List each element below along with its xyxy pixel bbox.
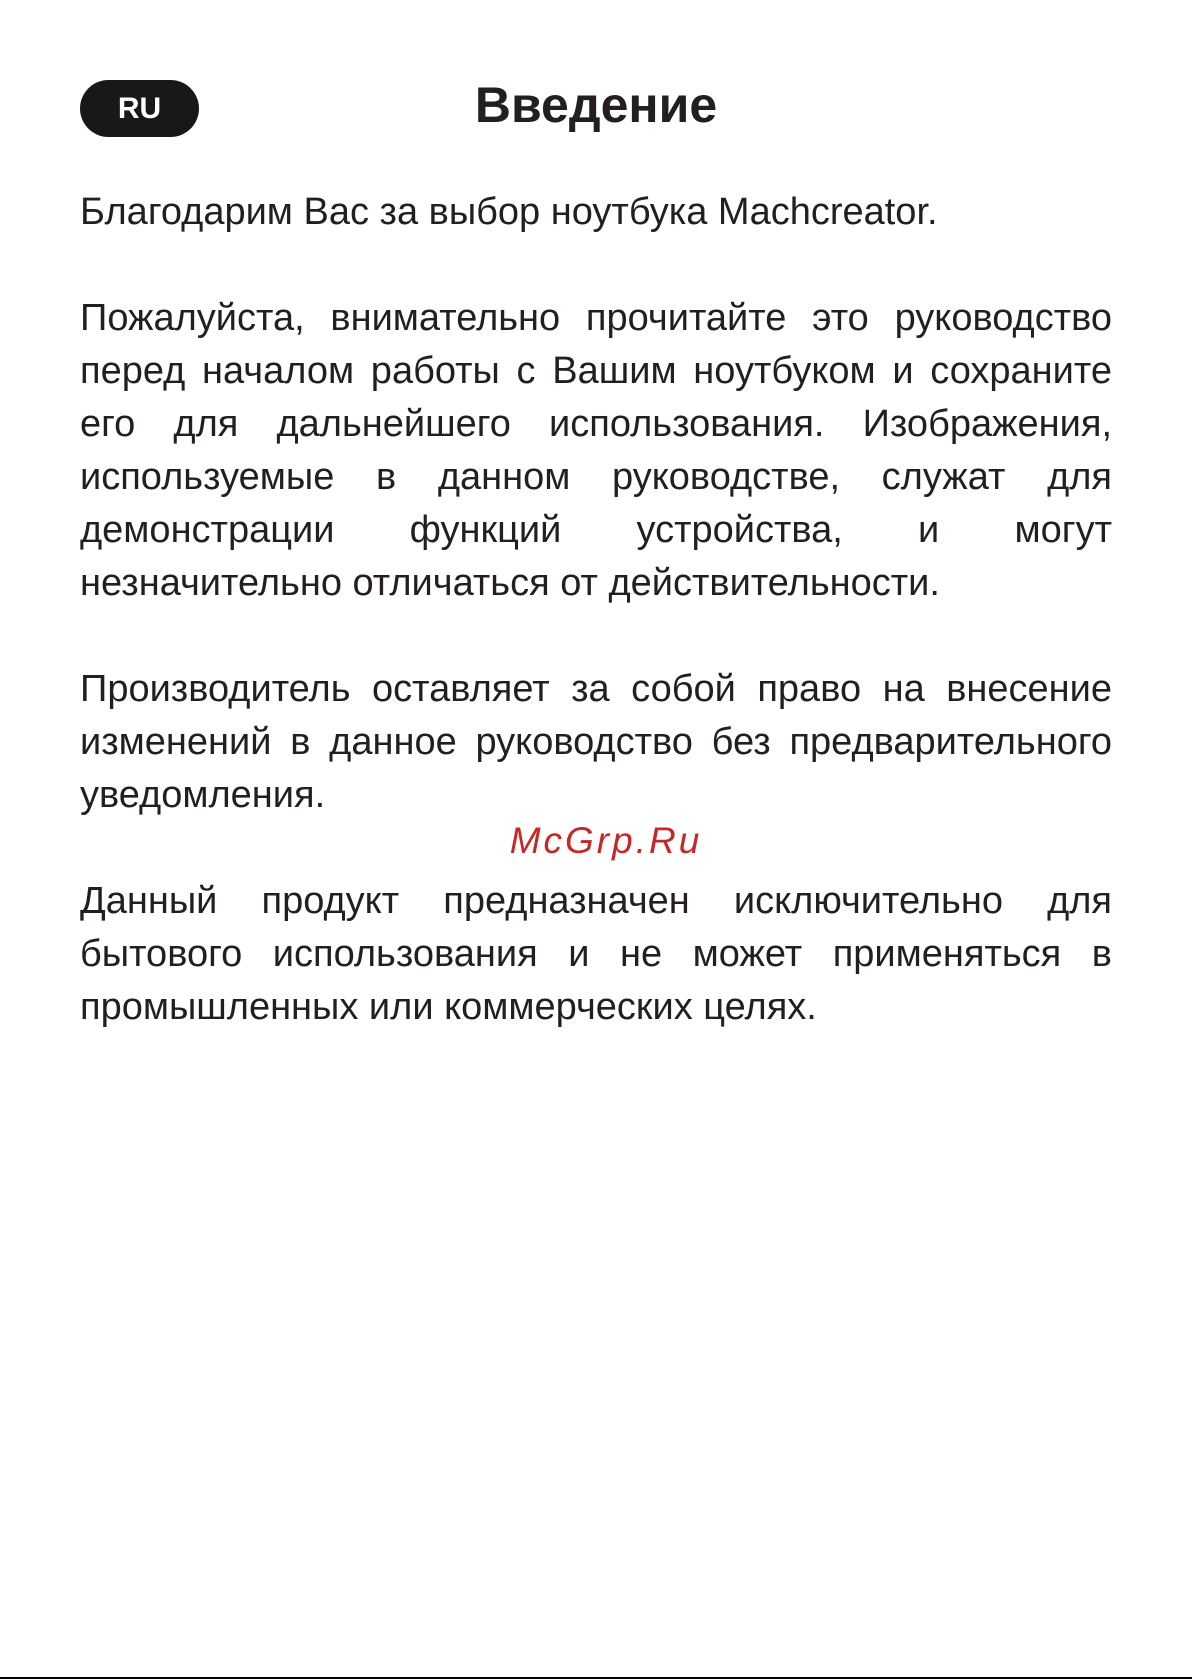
usage-restriction-paragraph: Данный продукт предназначен исключительно для бытового использования и не может применяться в промышленных или коммерческих целях. (80, 880, 1112, 1028)
language-badge: RU (80, 80, 199, 137)
document-body (80, 186, 1112, 1034)
intro-paragraph: Благодарим Вас за выбор ноутбука Machcreator. (80, 191, 938, 233)
instructions-paragraph: Пожалуйста, внимательно прочитайте это руководство перед началом работы с Вашим ноутбуком и сохраните его для дальнейшего использования. Изображения, используемые в данном руководстве, служат для демонстрации функций устройства, и могут незначительно отличаться от действительности. (80, 297, 1112, 604)
watermark: McGrp.Ru (509, 820, 703, 861)
manufacturer-rights-paragraph: Производитель оставляет за собой право на внесение изменений в данное руководство без предварительного уведомления. (80, 668, 1112, 816)
page-title: Введение (474, 77, 718, 133)
